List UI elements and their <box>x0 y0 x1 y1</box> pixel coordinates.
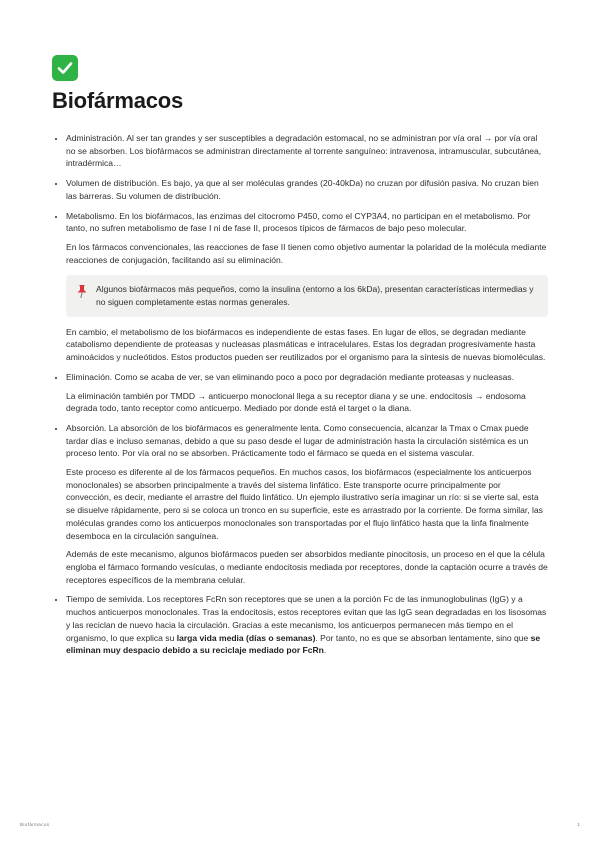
list-item-volumen <box>66 177 548 202</box>
text-run: . Por tanto, no es que se absorban lentamente, sino que <box>315 632 531 643</box>
paragraph: En cambio, el metabolismo de los biofármacos es independiente de estas fases. En lugar de ellos, se degradan mediante catabolismo dependiente de proteasas y nucleasas plasmáticas e intracelulares. Estas los degradan progresivamente hasta aminoácidos y nucleótidos. Estos productos pueden ser reutilizados por el organismo para la síntesis de nuevas biomoléculas. <box>66 326 546 363</box>
list-item-eliminacion <box>66 371 548 415</box>
page-number: 1 <box>577 822 580 827</box>
list-item-metabolismo <box>66 210 548 364</box>
footer-title: Biofármacos <box>20 822 50 827</box>
paragraph: • Metabolismo. En los biofármacos, las enzimas del citocromo P450, como el CYP3A4, no participan en el metabolismo. Por tanto, no sufren metabolismo de fase I ni de fase II, procesos típicos de fármacos de bajo peso molecular. <box>66 210 531 234</box>
paragraph: • Volumen de distribución. Es bajo, ya que al ser moléculas grandes (20-40kDa) no cruzan por difusión pasiva. No cruzan bien las barreras. Su volumen de distribución. <box>66 178 539 201</box>
list-item-semivida <box>66 593 548 657</box>
paragraph: • Eliminación. Como se acaba de ver, se van eliminando poco a poco por degradación mediante proteasas y nucleasas. <box>66 371 515 382</box>
bullet-list <box>52 132 548 657</box>
text-run: Tiempo de semivida. Los receptores FcRn son receptores que se unen a la porción Fc de las inmunoglobulinas (IgG) y a muchos anticuerpos monoclonales. Tras la endocitosis, estos receptores evitan que las IgG sean degradadas en los lisosomas y las reciclan de nuevo hacia la circulación. Gracias a este mecanismo, los anticuerpos permanecen más tiempo en el organismo, lo que explica su <box>66 594 547 643</box>
callout-text: Algunos biofármacos más pequeños, como la insulina (entorno a los 6kDa), presentan características intermedias y no siguen completamente estas normas generales. <box>96 284 534 308</box>
content <box>52 132 548 664</box>
bold-text: larga vida media (días o semanas) <box>176 632 316 643</box>
list-item-administracion <box>66 132 548 170</box>
check-mark-button-icon <box>52 55 78 81</box>
page-title: Biofármacos <box>52 88 184 113</box>
list-item-absorcion <box>66 422 548 586</box>
paragraph: • Absorción. La absorción de los biofármacos es generalmente lenta. Como consecuencia, alcanzar la Tmax o Cmax puede tardar días e incluso semanas, debido a que su paso desde el lugar de administración hasta la circulación sistémica es un proceso lento. Por vía oral no se absorben. Prácticamente todo el fármaco se queda en el sistema vascular. <box>66 422 529 459</box>
paragraph: En los fármacos convencionales, las reacciones de fase II tienen como objetivo aumentar la polaridad de la molécula mediante reacciones de conjugación, facilitando así su eliminación. <box>66 241 547 265</box>
bold-text: se eliminan muy despacio debido a su reciclaje mediado por FcRn <box>66 632 541 656</box>
paragraph: • Administración. Al ser tan grandes y ser susceptibles a degradación estomacal, no se administran por vía oral → por vía oral no se absorben. Los biofármacos se administran directamente al torrente sanguíneo: intravenosa, intramuscular, subcutánea, intradérmica… <box>66 133 542 169</box>
paragraph: Además de este mecanismo, algunos biofármacos pueden ser absorbidos mediante pinocitosis, un proceso en el que la célula engloba el fármaco formando vesículas, o mediante endocitosis mediada por receptores, donde la captación ocurre a través de receptores específicos de la membrana celular. <box>66 549 548 585</box>
paragraph: La eliminación también por TMDD → anticuerpo monoclonal llega a su receptor diana y se une. endocitosis → endosoma degrada todo, tanto receptor como anticuerpo. Mediado por donde está el target o la diana. <box>66 390 526 414</box>
paragraph <box>66 593 548 657</box>
pushpin-icon <box>76 284 88 302</box>
paragraph: Este proceso es diferente al de los fármacos pequeños. En muchos casos, los biofármacos (especialmente los anticuerpos monoclonales) se absorben principalmente a través del sistema linfático. Este transporte ocurre principalmente por convección, es decir, mediante el arrastre del fluido linfático. Un ejemplo ilustrativo sería imaginar un río: si se vierte sal, esta se disuelve rápidamente, pero si se coloca un tronco en su superficie, este es arrastrado por la corriente. De forma similar, las moléculas grandes como los anticuerpos monoclonales son transportadas por el flujo linfático hasta que la linfa finalmente desemboca en la circulación sanguínea. <box>66 467 543 541</box>
text-run: . <box>323 645 327 656</box>
callout <box>66 275 548 316</box>
